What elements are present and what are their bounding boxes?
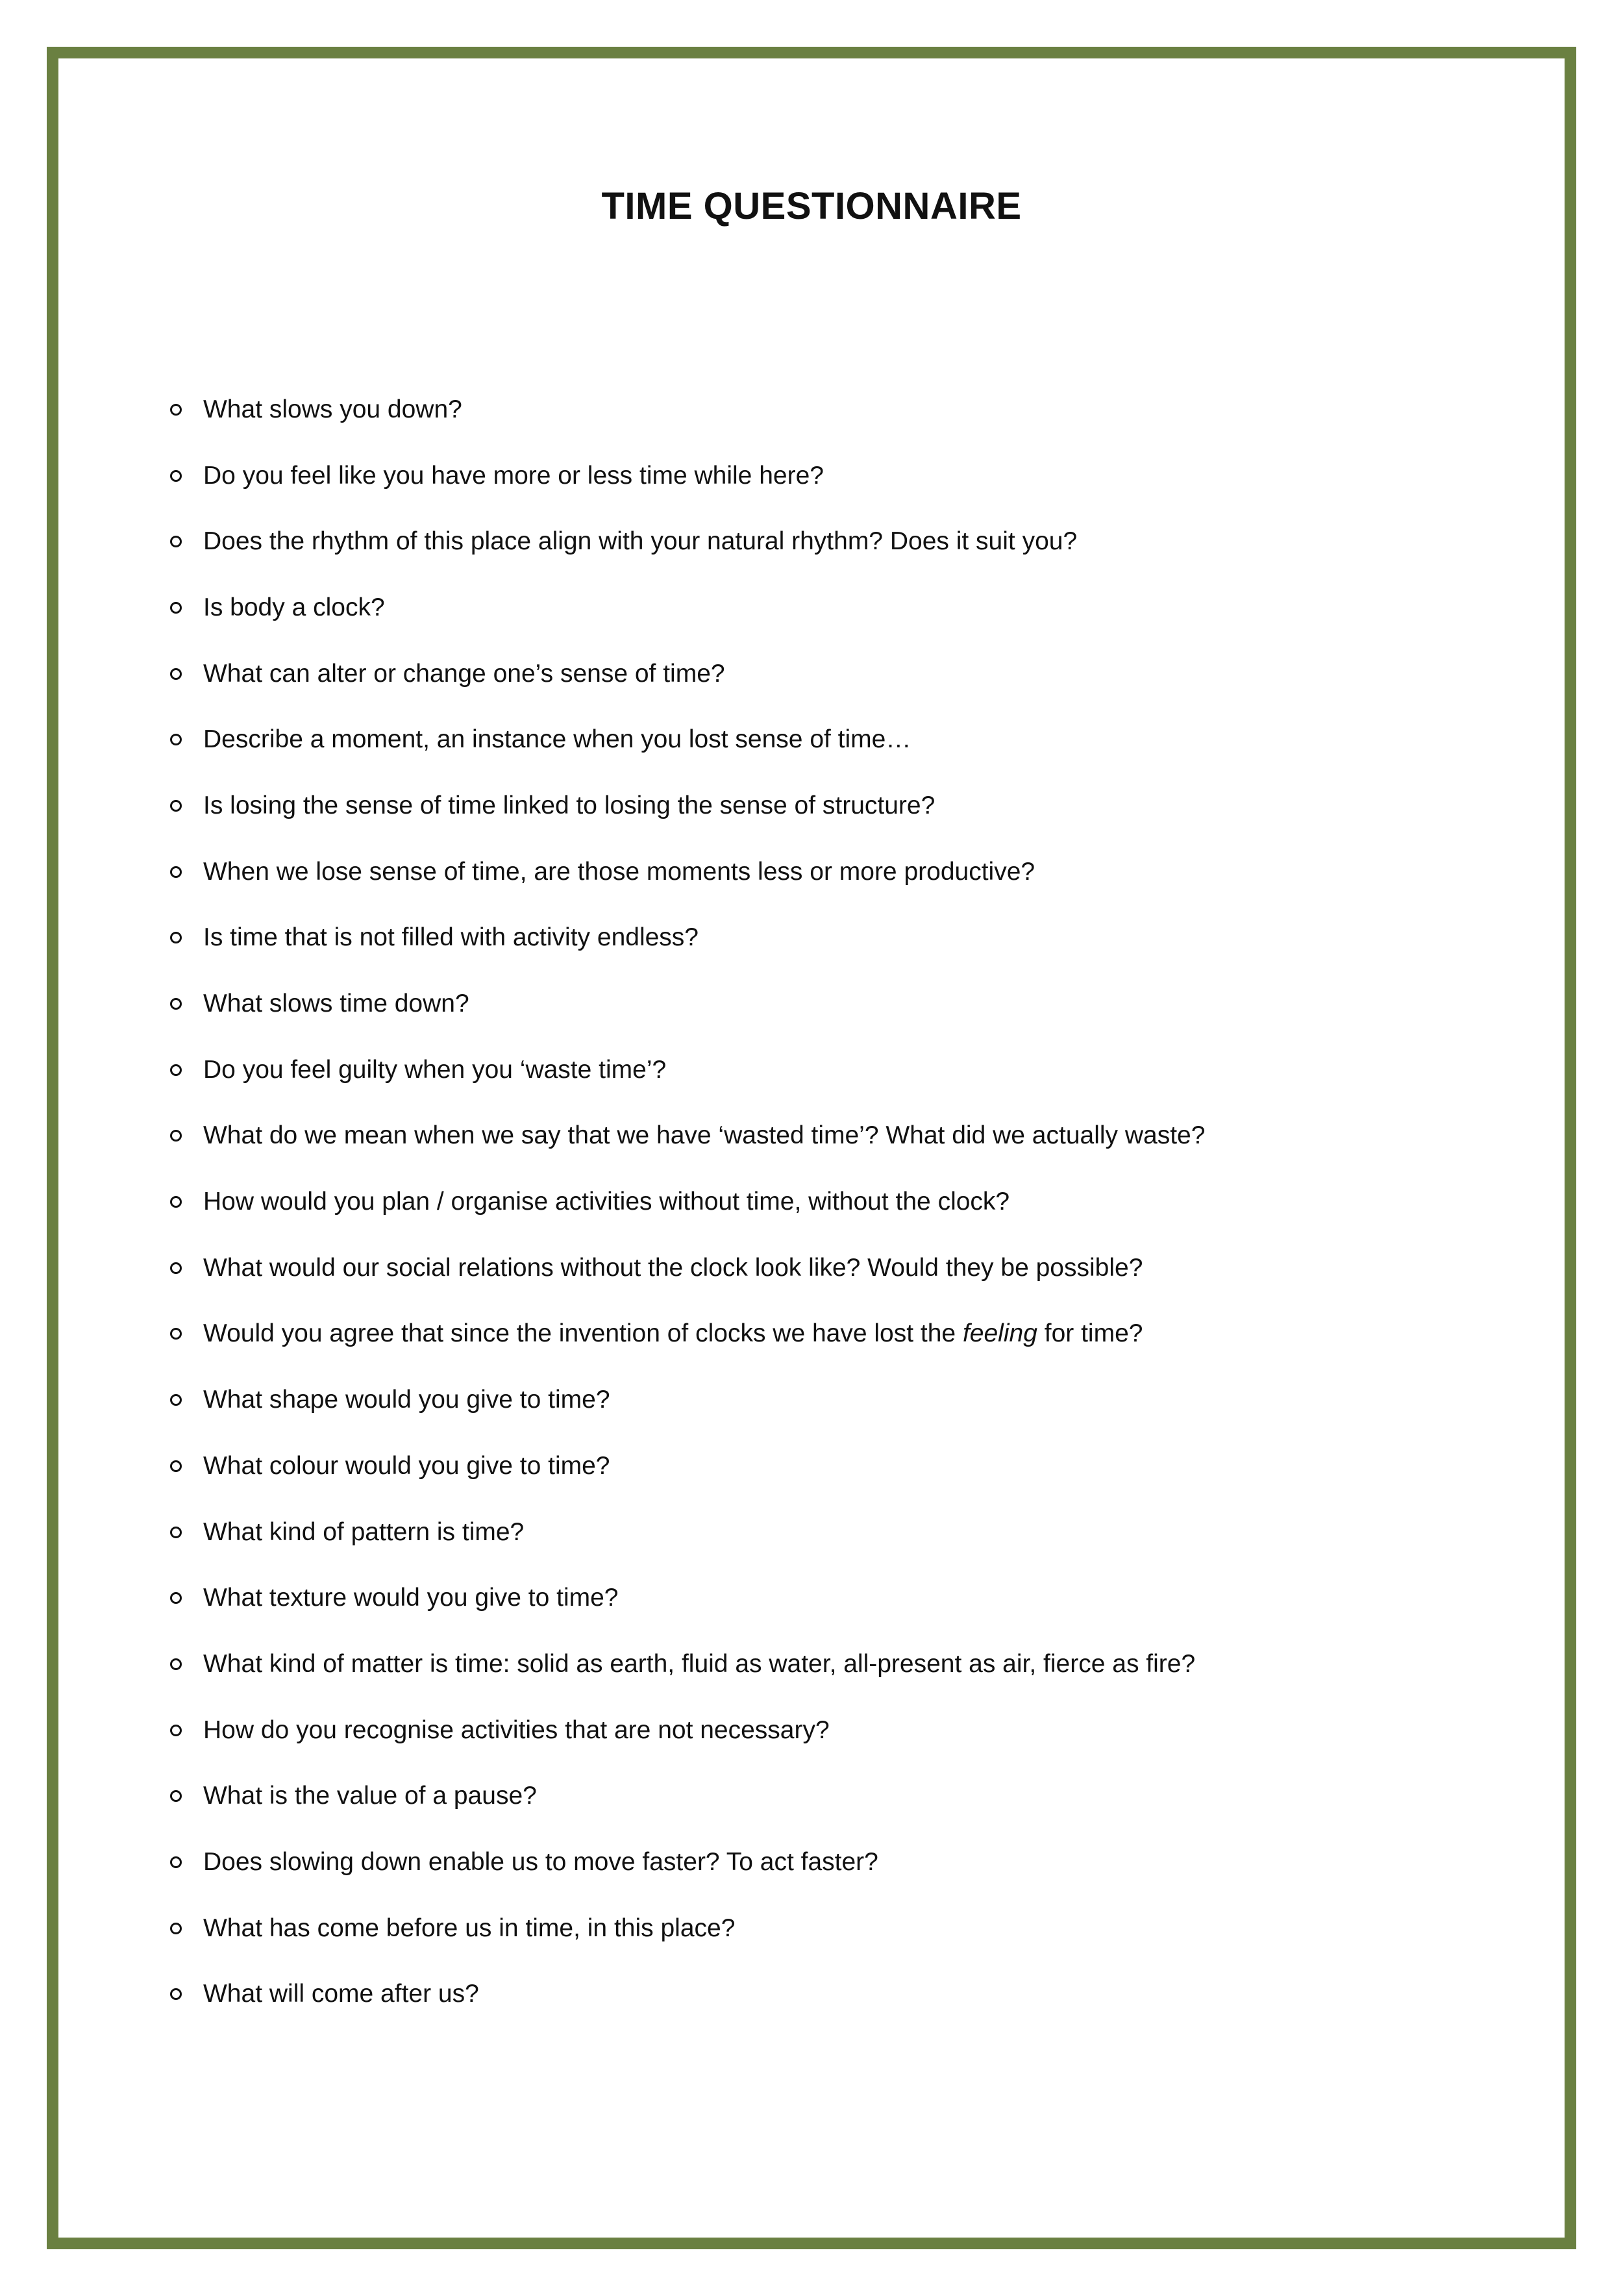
question-text: Do you feel like you have more or less time while here? (203, 461, 824, 490)
list-item (170, 1829, 1507, 1895)
hollow-circle-bullet-icon (170, 1064, 182, 1076)
list-item (170, 575, 1507, 641)
question-text (203, 1318, 1143, 1349)
hollow-circle-bullet-icon (170, 866, 182, 878)
hollow-circle-bullet-icon (170, 1328, 182, 1340)
list-item (170, 1235, 1507, 1301)
list-item (170, 839, 1507, 905)
question-text: Does the rhythm of this place align with your natural rhythm? Does it suit you? (203, 527, 1078, 556)
question-text: What kind of matter is time: solid as earth, fluid as water, all-present as air, fierce as fire? (203, 1649, 1196, 1678)
hollow-circle-bullet-icon (170, 1394, 182, 1406)
question-text: How do you recognise activities that are not necessary? (203, 1716, 830, 1744)
question-text: What can alter or change one’s sense of time? (203, 659, 725, 688)
question-text: Does slowing down enable us to move faster? To act faster? (203, 1847, 878, 1876)
hollow-circle-bullet-icon (170, 1262, 182, 1274)
list-item (170, 1697, 1507, 1764)
list-item (170, 1433, 1507, 1499)
question-list (170, 377, 1507, 2027)
question-text-before: Would you agree that since the invention of clocks we have lost the (203, 1319, 963, 1348)
hollow-circle-bullet-icon (170, 1923, 182, 1934)
question-text: Is time that is not filled with activity endless? (203, 923, 699, 952)
hollow-circle-bullet-icon (170, 1460, 182, 1472)
question-text: What shape would you give to time? (203, 1386, 610, 1414)
hollow-circle-bullet-icon (170, 1988, 182, 2000)
list-item (170, 1499, 1507, 1566)
hollow-circle-bullet-icon (170, 998, 182, 1010)
list-item (170, 905, 1507, 971)
question-text-emphasis: feeling (962, 1319, 1037, 1348)
list-item (170, 443, 1507, 509)
question-text: Is body a clock? (203, 593, 385, 621)
list-item (170, 641, 1507, 707)
question-text: Do you feel guilty when you ‘waste time’? (203, 1055, 667, 1084)
list-item (170, 508, 1507, 575)
hollow-circle-bullet-icon (170, 800, 182, 812)
question-text-after: for time? (1037, 1319, 1143, 1348)
hollow-circle-bullet-icon (170, 1658, 182, 1670)
list-item (170, 773, 1507, 839)
list-item (170, 1037, 1507, 1103)
hollow-circle-bullet-icon (170, 602, 182, 614)
hollow-circle-bullet-icon (170, 668, 182, 680)
question-text: How would you plan / organise activities without time, without the clock? (203, 1188, 1010, 1216)
hollow-circle-bullet-icon (170, 1790, 182, 1802)
list-item (170, 1962, 1507, 2028)
list-item (170, 1103, 1507, 1169)
hollow-circle-bullet-icon (170, 1130, 182, 1142)
hollow-circle-bullet-icon (170, 404, 182, 416)
list-item (170, 1367, 1507, 1433)
list-item (170, 377, 1507, 443)
question-text: What texture would you give to time? (203, 1584, 619, 1612)
question-text: Is losing the sense of time linked to losing the sense of structure? (203, 791, 935, 819)
list-item (170, 1565, 1507, 1631)
list-item (170, 1763, 1507, 1829)
hollow-circle-bullet-icon (170, 1592, 182, 1604)
page-title: TIME QUESTIONNAIRE (601, 185, 1022, 227)
question-text: When we lose sense of time, are those moments less or more productive? (203, 857, 1035, 886)
list-item (170, 1895, 1507, 1962)
question-text: What will come after us? (203, 1980, 479, 2008)
hollow-circle-bullet-icon (170, 1527, 182, 1538)
question-text: What would our social relations without the clock look like? Would they be possible? (203, 1253, 1143, 1282)
hollow-circle-bullet-icon (170, 536, 182, 547)
hollow-circle-bullet-icon (170, 1856, 182, 1868)
list-item (170, 1301, 1507, 1367)
hollow-circle-bullet-icon (170, 470, 182, 482)
hollow-circle-bullet-icon (170, 1196, 182, 1208)
list-item (170, 1631, 1507, 1697)
hollow-circle-bullet-icon (170, 1725, 182, 1736)
question-text: What slows you down? (203, 395, 462, 423)
list-item (170, 971, 1507, 1037)
question-text: What slows time down? (203, 990, 469, 1018)
list-item (170, 706, 1507, 773)
list-item (170, 1169, 1507, 1235)
question-text: What do we mean when we say that we have ‘wasted time’? What did we actually waste? (203, 1121, 1206, 1150)
question-text: What kind of pattern is time? (203, 1517, 525, 1546)
question-text: What is the value of a pause? (203, 1782, 537, 1810)
question-text: Describe a moment, an instance when you lost sense of time… (203, 725, 911, 754)
hollow-circle-bullet-icon (170, 932, 182, 943)
question-text: What colour would you give to time? (203, 1451, 610, 1480)
hollow-circle-bullet-icon (170, 734, 182, 745)
question-text: What has come before us in time, in this place? (203, 1914, 736, 1942)
